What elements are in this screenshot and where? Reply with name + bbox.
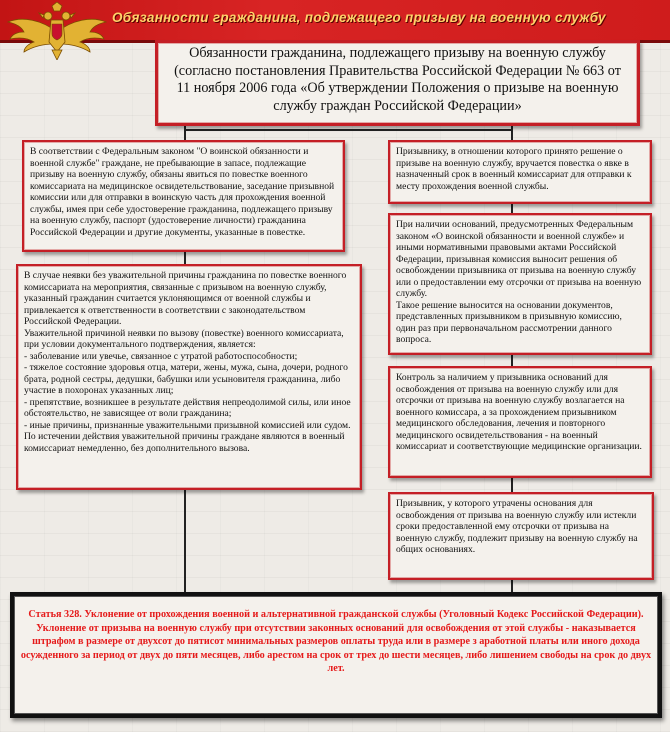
right-box-2-p1: При наличии оснований, предусмотренных Федеральным законом «О воинской обязанности и военной службе» и иными нормативными правовыми актами Российской Федерации, призывная комиссия выносит решения об освобождении призывника от призыва на военную службу или о предоставлении ему отсрочки от призыва на военную службу. — [396, 219, 642, 299]
right-box-exemption-decision — [388, 213, 652, 355]
right-box-4-text: Призывник, у которого утрачены основания для освобождения от призыва на военную службу или истекли сроки предоставленной ему отсрочки от призыва на военную службу, подлежит призыву на военную службу на общих основаниях. — [396, 498, 638, 555]
left-box-2-p4: - тяжелое состояние здоровья отца, матери, жены, мужа, сына, дочери, родного брата, родной сестры, дедушки, бабушки или усыновителя гражданина, либо участие в похоронах указанных лиц; — [24, 362, 348, 396]
left-box-2-p2: Уважительной причиной неявки по вызову (повестке) военного комиссариата, при условии документального подтверждения, является: — [24, 327, 344, 350]
double-headed-eagle-emblem-icon — [2, 2, 112, 60]
article-body: Уклонение от призыва на военную службу при отсутствии законных оснований для освобождения от этой службы - наказывается штрафом в размере от двухсот до пятисот минимальных размеров оплаты труда или в размере з арaботной платы или иного дохода осужденного за период от двух до пяти месяцев, либо арестом на срок от трех до шести месяцев, либо лишением свободы на срок до двух лет. — [20, 622, 652, 674]
right-box-control — [388, 366, 652, 478]
left-box-obligation-to-appear — [22, 140, 345, 252]
title-box-text: Обязанности гражданина, подлежащего призыву на военную службу (согласно постановления Правительства Российской Федерации № 663 от 11 ноября 2006 года «Об утверждении Положения о призыве на военную службу граждан Российской Федерации» — [174, 45, 621, 114]
left-box-2-p3: - заболевание или увечье, связанное с утратой работоспособности; — [24, 350, 298, 362]
right-box-1-text: Призывнику, в отношении которого принято решение о призыве на военную службу, вручается повестка о явке в назначенный срок в военный комиссариат для отправки к месту прохождения военной службы. — [396, 146, 632, 192]
article-heading: Статья 328. Уклонение от прохождения военной и альтернативной гражданской службы (Уголовный Кодекс Российской Федерации). — [28, 609, 644, 620]
right-box-2-p2: Такое решение выносится на основании документов, представленных призывником в призывную комиссию, один раз при первоначальном рассмотрении данного вопроса. — [396, 299, 622, 345]
left-box-2-p1: В случае неявки без уважительной причины гражданина по повестке военного комиссариата на мероприятия, связанные с призывом на военную службу, указанный гражданин считается уклоняющимся от военной службы и привлекается к ответственности в соответствии с законодательством Российской Федерации. — [24, 270, 347, 327]
header-title: Обязанности гражданина, подлежащего призыву на военную службу — [112, 10, 606, 25]
criminal-code-article-box — [10, 592, 662, 718]
right-box-3-text: Контроль за наличием у призывника оснований для освобождения от призыва на военную службу или для отсрочки от призыва на военную службу возлагается на военного комиссара, а за прохождением призывником медицинского обследования, лечения и повторного медицинского освидетельствования - на военный комиссариат и соответствующие медицинские организации. — [396, 372, 642, 452]
left-box-2-p5: - препятствие, возникшее в результате действия непреодолимой силы, или иное обстоятельство, не зависящее от воли гражданина; — [24, 396, 351, 419]
left-box-2-p6: - иные причины, признанные уважительными призывной комиссией или судом. — [24, 419, 351, 431]
left-box-valid-reasons — [16, 264, 362, 490]
left-box-1-text: В соответствии с Федеральным законом "О воинской обязанности и военной службе" граждане, не пребывающие в запасе, подлежащие призыву на военную службу, обязаны явиться по повестке военного комиссариата на медицинское освидетельствование, заседание призывной комиссии или для отправки в воинскую часть для прохождения военной службы, имея при себе удостоверение гражданина, подлежащего призыву на военную службу, паспорт (удостоверение личности) гражданина Российской Федерации и другие документы, указанные в повестке. — [30, 146, 335, 238]
right-box-summons — [388, 140, 652, 204]
right-box-lost-grounds — [388, 492, 654, 580]
left-box-2-p7: По истечении действия уважительной причины граждане являются в военный комиссариат немедленно, без дополнительного вызова. — [24, 431, 345, 454]
title-box — [155, 40, 640, 126]
